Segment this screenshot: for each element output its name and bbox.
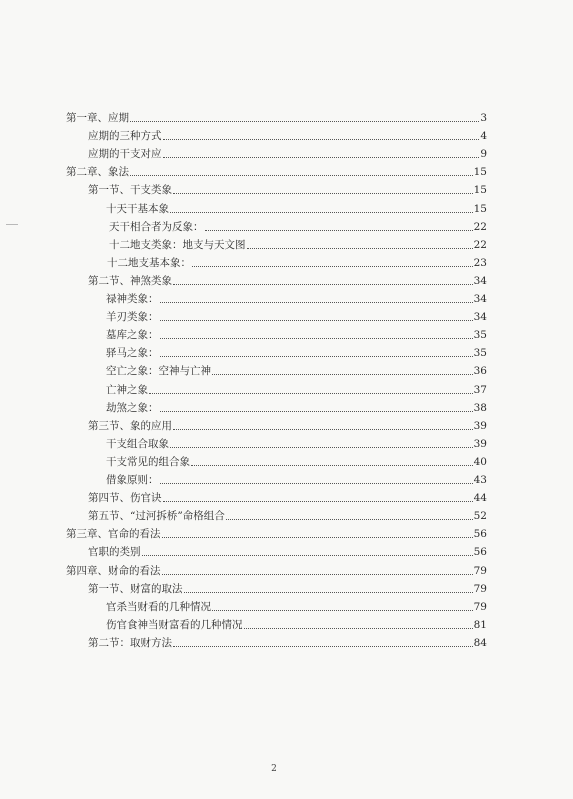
toc-entry-title: 第三节、象的应用 xyxy=(88,419,172,432)
toc-entry-title: 借象原则： xyxy=(106,474,159,486)
toc-entry-page: 35 xyxy=(473,347,487,360)
toc-entry[interactable] xyxy=(88,541,487,559)
toc-entry-page: 56 xyxy=(473,528,487,541)
toc-entry[interactable] xyxy=(109,234,487,252)
toc-entry-title: 第五节、“过河拆桥”命格组合 xyxy=(88,510,225,523)
toc-entry-title: 天干相合者为反象： xyxy=(109,220,204,233)
toc-entry[interactable] xyxy=(88,505,487,523)
toc-entry-page: 35 xyxy=(473,329,487,342)
toc-entry-title: 禄神类象： xyxy=(106,293,159,305)
toc-dot-leader xyxy=(226,519,473,520)
toc-entry-title: 第四章、财命的看法 xyxy=(66,564,161,577)
toc-dot-leader xyxy=(184,592,473,593)
toc-entry-title: 第二节：取财方法 xyxy=(88,636,172,649)
toc-entry-page: 39 xyxy=(473,437,487,450)
toc-dot-leader xyxy=(170,447,473,448)
toc-entry-title: 驿马之象： xyxy=(106,347,159,360)
toc-dot-leader xyxy=(160,356,473,357)
toc-entry-title: 第一节、财富的取法 xyxy=(88,582,183,595)
toc-entry-page: 15 xyxy=(473,202,487,215)
toc-entry-page: 44 xyxy=(473,492,487,505)
toc-entry[interactable] xyxy=(106,342,487,360)
toc-entry-title: 干支组合取象 xyxy=(106,437,169,450)
toc-entry[interactable] xyxy=(66,107,487,125)
toc-entry-page: 56 xyxy=(473,546,487,559)
toc-entry[interactable] xyxy=(106,379,487,397)
toc-dot-leader xyxy=(212,610,473,611)
toc-dot-leader xyxy=(160,411,473,412)
toc-entry-title: 第一章、应期 xyxy=(66,112,129,124)
toc-entry[interactable] xyxy=(106,614,487,632)
toc-entry-page: 34 xyxy=(473,293,487,305)
toc-dot-leader xyxy=(191,465,473,466)
toc-entry-title: 伤官食神当财富看的几种情况 xyxy=(106,618,243,631)
toc-entry-page: 4 xyxy=(480,130,487,143)
toc-entry[interactable] xyxy=(106,433,487,451)
toc-entry-title: 劫煞之象： xyxy=(106,401,159,414)
toc-entry-title: 干支常见的组合象 xyxy=(106,455,190,468)
toc-entry-page: 15 xyxy=(473,166,487,179)
toc-dot-leader xyxy=(205,230,473,231)
toc-entry-page: 37 xyxy=(473,383,487,396)
toc-entry[interactable] xyxy=(106,596,487,614)
toc-entry[interactable] xyxy=(107,252,487,270)
toc-entry-page: 39 xyxy=(473,419,487,432)
toc-entry-page: 81 xyxy=(473,618,487,631)
toc-entry-title: 第二章、象法 xyxy=(66,166,129,179)
toc-entry-page: 34 xyxy=(473,311,487,324)
toc-entry[interactable] xyxy=(106,306,487,324)
toc-entry-title: 墓库之象： xyxy=(106,329,159,342)
toc-entry-title: 羊刃类象： xyxy=(106,311,159,324)
toc-entry[interactable] xyxy=(88,270,487,288)
toc-dot-leader xyxy=(247,248,473,249)
toc-entry[interactable] xyxy=(66,523,487,541)
toc-entry-title: 官杀当财看的几种情况 xyxy=(106,600,211,613)
toc-entry-page: 23 xyxy=(473,256,487,269)
toc-dot-leader xyxy=(173,646,473,647)
toc-entry[interactable] xyxy=(106,198,487,216)
toc-dot-leader xyxy=(142,555,473,556)
toc-dot-leader xyxy=(149,393,473,394)
toc-entry-page: 79 xyxy=(473,564,487,577)
toc-entry[interactable] xyxy=(66,560,487,578)
toc-dot-leader xyxy=(160,483,473,484)
toc-entry-title: 第四节、伤官诀 xyxy=(88,492,162,505)
toc-entry-title: 第三章、官命的看法 xyxy=(66,528,161,541)
toc-entry[interactable] xyxy=(106,397,487,415)
toc-entry-page: 79 xyxy=(473,600,487,613)
toc-dot-leader xyxy=(173,193,473,194)
toc-entry[interactable] xyxy=(106,288,487,306)
toc-dot-leader xyxy=(170,212,473,213)
toc-entry-title: 官职的类别 xyxy=(88,546,141,559)
toc-dot-leader xyxy=(130,175,473,176)
toc-entry[interactable] xyxy=(88,125,487,143)
toc-entry[interactable] xyxy=(66,161,487,179)
toc-entry[interactable] xyxy=(88,487,487,505)
toc-entry-page: 15 xyxy=(473,184,487,197)
toc-entry-title: 十二地支类象：地支与天文图 xyxy=(109,238,246,251)
toc-entry[interactable] xyxy=(88,632,487,650)
toc-entry-page: 43 xyxy=(473,474,487,486)
toc-entry-page: 36 xyxy=(473,365,487,378)
toc-entry[interactable] xyxy=(88,143,487,161)
toc-entry-page: 84 xyxy=(473,636,487,649)
toc-dot-leader xyxy=(162,574,473,575)
toc-entry-page: 79 xyxy=(473,582,487,595)
toc-dot-leader xyxy=(163,501,473,502)
toc-entry-title: 应期的三种方式 xyxy=(88,130,162,143)
toc-entry-page: 9 xyxy=(480,148,487,161)
toc-entry[interactable] xyxy=(88,415,487,433)
toc-entry-title: 十天干基本象 xyxy=(106,202,169,215)
toc-entry[interactable] xyxy=(88,578,487,596)
toc-entry[interactable] xyxy=(88,179,487,197)
toc-dot-leader xyxy=(173,284,473,285)
toc-entry-page: 52 xyxy=(473,510,487,523)
toc-entry-title: 空亡之象：空神与亡神 xyxy=(106,365,211,378)
toc-entry[interactable] xyxy=(106,451,487,469)
toc-dot-leader xyxy=(163,157,480,158)
page-number: 2 xyxy=(271,764,277,774)
toc-entry-title: 十二地支基本象： xyxy=(107,256,191,269)
toc-dot-leader xyxy=(192,266,473,267)
toc-entry[interactable] xyxy=(109,216,487,234)
toc-dot-leader xyxy=(244,628,473,629)
toc-dot-leader xyxy=(160,338,473,339)
toc-dot-leader xyxy=(162,537,473,538)
toc-entry-title: 第一节、干支类象 xyxy=(88,184,172,197)
toc-dot-leader xyxy=(173,429,473,430)
toc-entry-title: 亡神之象 xyxy=(106,383,148,396)
toc-entry[interactable] xyxy=(106,360,487,378)
toc-dot-leader xyxy=(212,374,473,375)
toc-entry-title: 第二节、神煞类象 xyxy=(88,274,172,287)
toc-entry-title: 应期的干支对应 xyxy=(88,148,162,161)
scan-artifact xyxy=(6,224,18,225)
toc-entry[interactable] xyxy=(106,469,487,487)
toc-entry-page: 22 xyxy=(473,220,487,233)
toc-entry-page: 34 xyxy=(473,274,487,287)
toc-dot-leader xyxy=(130,121,479,122)
toc-entry-page: 22 xyxy=(473,238,487,251)
toc-dot-leader xyxy=(160,302,473,303)
toc-entry[interactable] xyxy=(106,324,487,342)
toc-dot-leader xyxy=(163,139,480,140)
toc-entry-page: 3 xyxy=(480,112,487,124)
toc-entry-page: 40 xyxy=(473,455,487,468)
toc-dot-leader xyxy=(160,320,473,321)
toc-entry-page: 38 xyxy=(473,401,487,414)
